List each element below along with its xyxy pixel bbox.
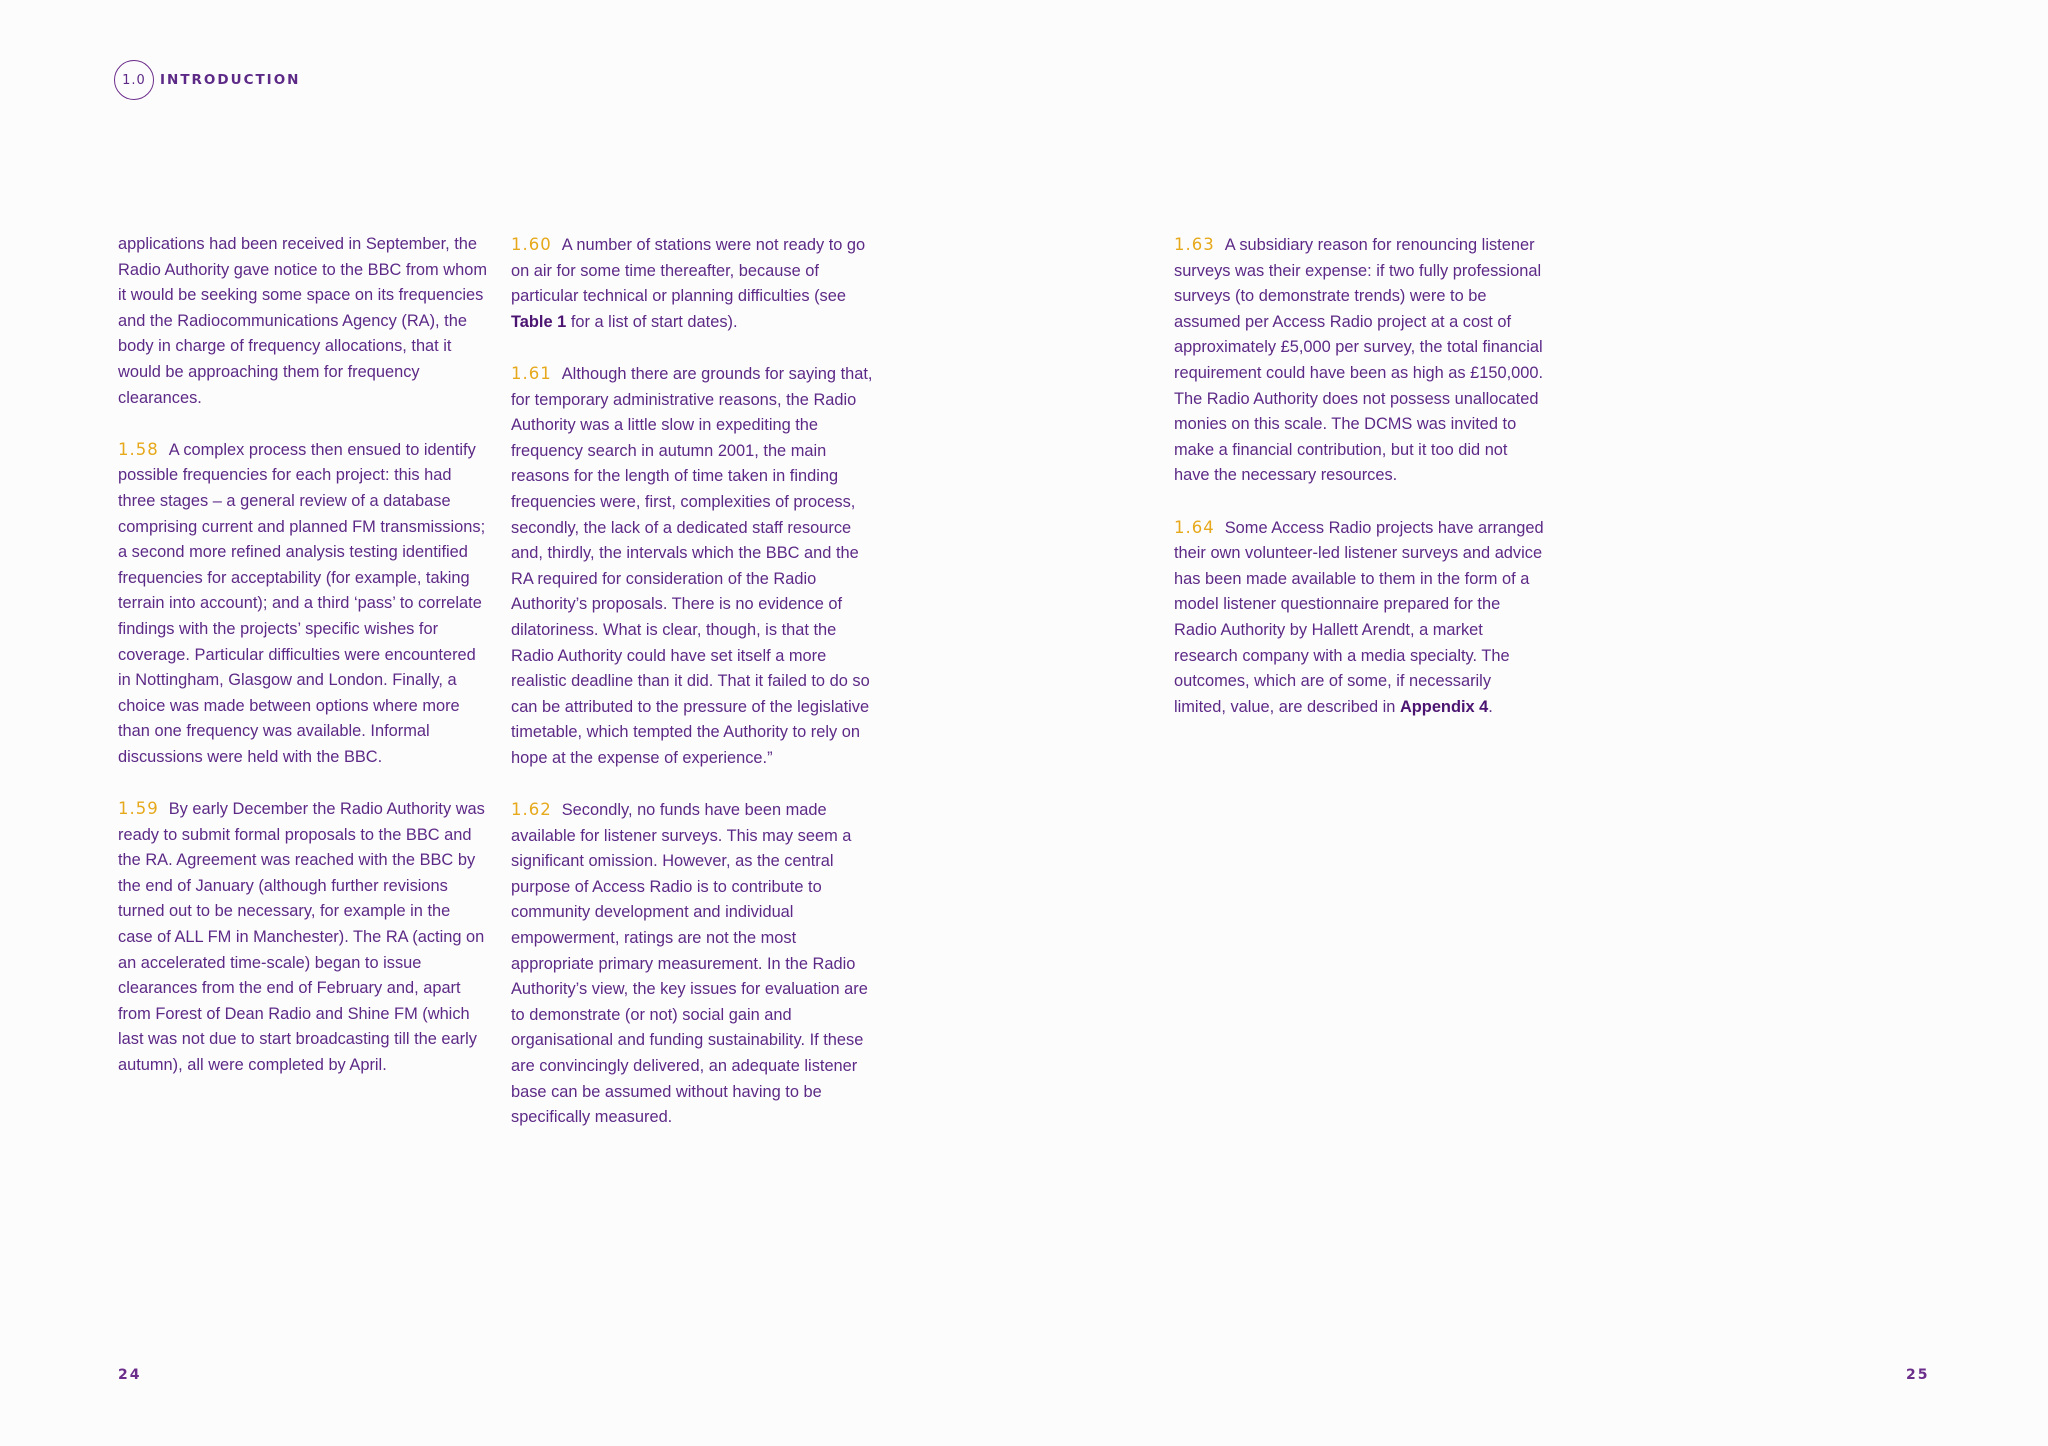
paragraph-1-63 — [1174, 232, 1546, 489]
paragraph-text: Although there are grounds for saying that, for temporary administrative reasons, the Radio Authority was a little slow in expediting the frequency search in autumn 2001, the main reasons for the length of time taken in finding frequencies were, first, complexities of process, secondly, the lack of a dedicated staff resource and, thirdly, the intervals which the BBC and the RA required for consideration of the Radio Authority’s proposals. There is no evidence of dilatoriness. What is clear, though, is that the Radio Authority could have set itself a more realistic deadline than it did. That it failed to do so can be attributed to the pressure of the legislative timetable, which tempted the Authority to rely on hope at the expense of experience.” — [511, 364, 873, 767]
paragraph-number: 1.61 — [511, 363, 552, 383]
section-header — [114, 60, 300, 100]
page-number-left: 24 — [118, 1367, 142, 1383]
paragraph-text: By early December the Radio Authority was ready to submit formal proposals to the BBC and the RA. Agreement was reached with the BBC by the end of January (although further revisions turned out to be necessary, for example in the case of ALL FM in Manchester). The RA (acting on an accelerated time-scale) began to issue clearances from the end of February and, apart from Forest of Dean Radio and Shine FM (which last was not due to start broadcasting till the early autumn), all were completed by April. — [118, 800, 485, 1074]
section-title: INTRODUCTION — [160, 72, 301, 88]
paragraph-text: A complex process then ensued to identify possible frequencies for each project: this had three stages – a general review of a database comprising current and planned FM transmissions; a second more refined analysis testing identified frequencies for acceptability (for example, taking terrain into account); and a third ‘pass’ to correlate findings with the projects’ specific wishes for coverage. Particular difficulties were encountered in Nottingham, Glasgow and London. Finally, a choice was made between options where more than one frequency was available. Informal discussions were held with the BBC. — [118, 440, 486, 766]
paragraph-1-58 — [118, 437, 488, 771]
paragraph-number: 1.59 — [118, 799, 159, 819]
paragraph-1-60 — [511, 232, 883, 335]
paragraph-text: A subsidiary reason for renouncing listener surveys was their expense: if two fully professional surveys (to demonstrate trends) were to be assumed per Access Radio project at a cost of approximately £5,000 per survey, the total financial requirement could have been as high as £150,000. The Radio Authority does not possess unallocated monies on this scale. The DCMS was invited to make a financial contribution, but it too did not have the necessary resources. — [1174, 236, 1544, 485]
paragraph-text: A number of stations were not ready to go on air for some time thereafter, because of particular technical or planning difficulties (see — [511, 236, 866, 306]
text-column-1 — [118, 232, 488, 1104]
paragraph-number: 1.64 — [1174, 517, 1215, 537]
appendix-4-link[interactable]: Appendix 4 — [1399, 697, 1489, 716]
paragraph-1-61 — [511, 361, 883, 772]
text-column-2 — [511, 232, 883, 1156]
paragraph-number: 1.58 — [118, 439, 159, 459]
paragraph-continued — [118, 232, 488, 411]
paragraph-number: 1.62 — [511, 800, 552, 820]
paragraph-number: 1.60 — [511, 235, 552, 254]
paragraph-text: applications had been received in September, the Radio Authority gave notice to the BBC from whom it would be seeking some space on its frequencies and the Radiocommunications Agency (RA), the body in charge of frequency allocations, that it would be approaching them for frequency clearances. — [118, 235, 487, 407]
paragraph-number: 1.63 — [1174, 235, 1215, 254]
paragraph-1-64 — [1174, 515, 1546, 721]
paragraph-text: Some Access Radio projects have arranged their own volunteer-led listener surveys and advice has been made available to them in the form of a model listener questionnaire prepared for the Radio Authority by Hallett Arendt, a market research company with a media specialty. The outcomes, which are of some, if necessarily limited, value, are described in — [1174, 518, 1544, 716]
paragraph-text: Secondly, no funds have been made available for listener surveys. This may seem a significant omission. However, as the central purpose of Access Radio is to contribute to community development and individual empowerment, ratings are not the most appropriate primary measurement. In the Radio Authority’s view, the key issues for evaluation are to demonstrate (or not) social gain and organisational and funding sustainability. If these are convincingly delivered, an adequate listener base can be assumed without having to be specifically measured. — [511, 801, 868, 1127]
paragraph-text: for a list of start dates). — [570, 312, 738, 331]
section-number-badge: 1.0 — [114, 60, 154, 100]
text-column-3 — [1174, 232, 1546, 746]
page-number-right: 25 — [1906, 1367, 1930, 1383]
paragraph-1-59 — [118, 796, 488, 1079]
paragraph-text: . — [1488, 697, 1493, 716]
table-1-link[interactable]: Table 1 — [511, 312, 567, 331]
paragraph-1-62 — [511, 797, 883, 1131]
